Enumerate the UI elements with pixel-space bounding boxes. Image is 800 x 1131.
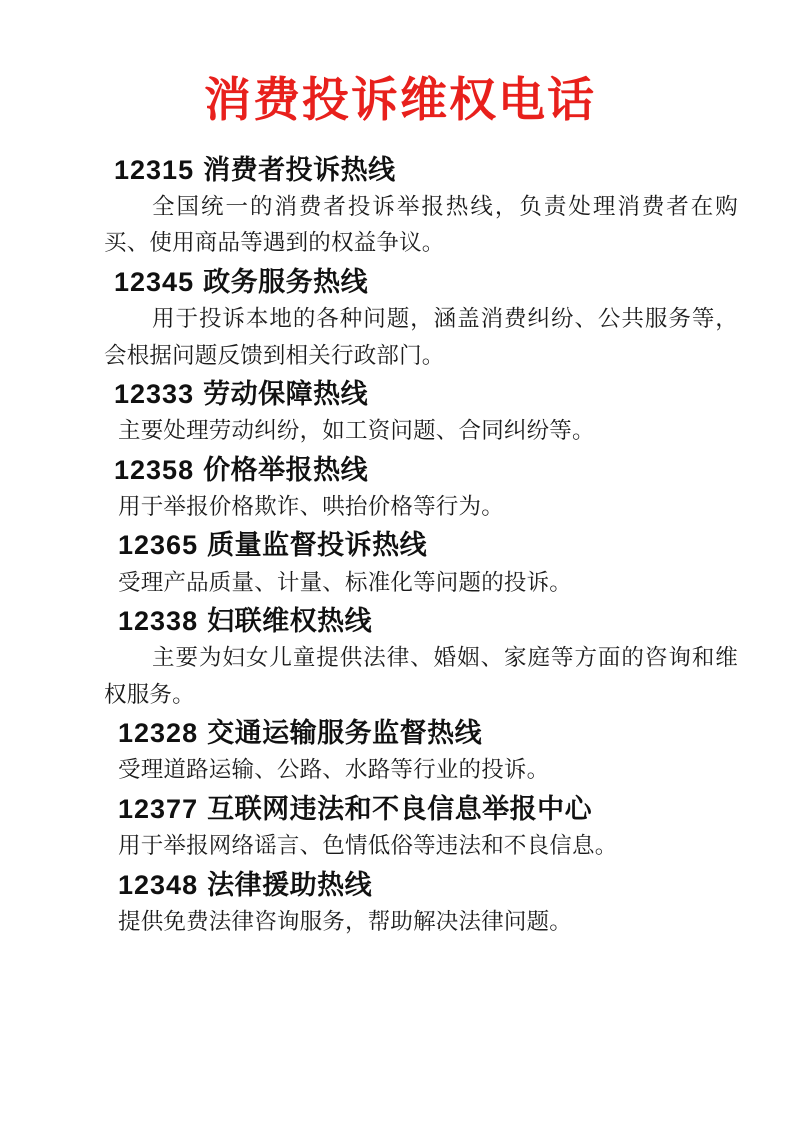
hotline-heading xyxy=(56,715,744,752)
hotline-number: 12348 xyxy=(118,869,199,900)
hotline-number: 12365 xyxy=(118,530,199,561)
hotline-number: 12345 xyxy=(114,266,195,297)
hotline-heading xyxy=(56,867,744,904)
hotline-description: 受理产品质量、计量、标准化等问题的投诉。 xyxy=(118,569,573,595)
hotline-name: 政务服务热线 xyxy=(203,266,369,297)
hotline-entry xyxy=(56,152,744,262)
hotline-number: 12358 xyxy=(114,454,195,485)
hotline-name: 消费者投诉热线 xyxy=(203,154,396,185)
hotline-number: 12338 xyxy=(118,606,199,636)
hotline-description: 用于投诉本地的各种问题，涵盖消费纠纷、公共服务等，会根据问题反馈到相关行政部门。 xyxy=(104,306,738,368)
hotline-description: 受理道路运输、公路、水路等行业的投诉。 xyxy=(118,757,550,783)
hotline-number: 12377 xyxy=(118,793,199,824)
hotline-description: 用于举报网络谣言、色情低俗等违法和不良信息。 xyxy=(118,833,618,859)
hotline-entry xyxy=(56,264,744,374)
page-title: 消费投诉维权电话 xyxy=(204,73,596,126)
hotline-entry xyxy=(56,715,744,789)
hotline-heading xyxy=(56,376,744,413)
hotline-number: 12315 xyxy=(114,154,195,185)
hotline-name: 价格举报热线 xyxy=(203,454,369,485)
hotline-entry xyxy=(56,527,744,601)
hotline-heading xyxy=(56,527,744,564)
hotline-name: 质量监督投诉热线 xyxy=(207,530,428,561)
hotline-name: 互联网违法和不良信息举报中心 xyxy=(207,793,593,824)
hotline-heading xyxy=(56,264,744,301)
hotline-description: 主要为妇女儿童提供法律、婚姻、家庭等方面的咨询和维权服务。 xyxy=(104,645,738,707)
hotline-entry xyxy=(56,452,744,526)
hotline-description: 主要处理劳动纠纷，如工资问题、合同纠纷等。 xyxy=(118,418,595,444)
hotline-name: 交通运输服务监督热线 xyxy=(207,718,483,749)
hotline-entry xyxy=(56,867,744,941)
hotline-description: 用于举报价格欺诈、哄抬价格等行为。 xyxy=(118,493,504,519)
hotline-heading xyxy=(56,452,744,489)
hotline-heading xyxy=(56,152,744,189)
hotline-number: 12328 xyxy=(118,718,199,749)
hotline-name: 劳动保障热线 xyxy=(203,378,369,409)
hotline-entry xyxy=(56,603,744,713)
hotline-name: 法律援助热线 xyxy=(207,869,373,900)
hotline-heading xyxy=(56,603,744,640)
hotline-description: 全国统一的消费者投诉举报热线，负责处理消费者在购买、使用商品等遇到的权益争议。 xyxy=(104,193,738,256)
hotline-name: 妇联维权热线 xyxy=(207,606,373,636)
hotline-heading xyxy=(56,791,744,828)
hotline-entry xyxy=(56,791,744,865)
hotline-description: 提供免费法律咨询服务，帮助解决法律问题。 xyxy=(118,908,573,934)
hotline-entry xyxy=(56,376,744,450)
hotline-number: 12333 xyxy=(114,378,195,409)
